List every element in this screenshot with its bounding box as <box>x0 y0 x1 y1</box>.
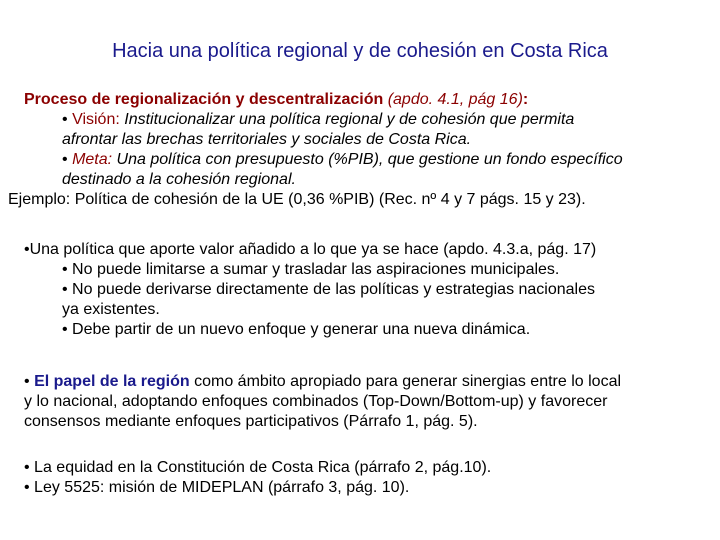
heading-colon: : <box>522 91 529 108</box>
list-item: • Ley 5525: misión de MIDEPLAN (párrafo 3, pág. 10). <box>24 479 410 496</box>
bullet: • <box>62 111 68 128</box>
highlight-text: El papel de la región <box>34 373 190 390</box>
meta-text-continued: destinado a la cohesión regional. <box>62 171 296 188</box>
bullet: • <box>62 151 68 168</box>
heading-text: Proceso de regionalización y descentralización <box>24 91 384 108</box>
bullet: • <box>24 373 30 390</box>
list-item: • No puede limitarse a sumar y trasladar las aspiraciones municipales. <box>62 261 560 278</box>
section-valor-anadido <box>24 240 714 340</box>
section-intro: •Una política que aporte valor añadido a lo que ya se hace (apdo. 4.3.a, pág. 17) <box>24 241 597 258</box>
vision-item <box>24 110 714 130</box>
vision-text: Institucionalizar una política regional y de cohesión que permita <box>124 111 575 128</box>
paragraph-text: como ámbito apropiado para generar sinergias entre lo local <box>194 373 622 390</box>
meta-item <box>24 150 714 170</box>
meta-text: Una política con presupuesto (%PIB), que gestione un fondo específico <box>116 151 623 168</box>
vision-label: Visión: <box>72 111 120 128</box>
vision-text-continued: afrontar las brechas territoriales y sociales de Costa Rica. <box>62 131 472 148</box>
list-item: • Debe partir de un nuevo enfoque y generar una nueva dinámica. <box>62 321 531 338</box>
heading-reference: (apdo. 4.1, pág 16) <box>387 91 523 108</box>
paragraph-line: y lo nacional, adoptando enfoques combinados (Top-Down/Bottom-up) y favorecer <box>24 393 608 410</box>
list-item-continued: ya existentes. <box>62 301 160 318</box>
list-item: • No puede derivarse directamente de las políticas y estrategias nacionales <box>62 281 596 298</box>
paragraph-line: consensos mediante enfoques participativos (Párrafo 1, pág. 5). <box>24 413 478 430</box>
paragraph-line <box>24 372 714 392</box>
meta-label: Meta: <box>72 151 113 168</box>
list-item: • La equidad en la Constitución de Costa Rica (párrafo 2, pág.10). <box>24 459 492 476</box>
example-line: Ejemplo: Política de cohesión de la UE (0,36 %PIB) (Rec. nº 4 y 7 págs. 15 y 23). <box>8 191 586 208</box>
page-title: Hacia una política regional y de cohesión en Costa Rica <box>112 40 608 62</box>
section-regionalizacion <box>8 90 714 210</box>
section-papel-region <box>24 372 714 432</box>
section-heading <box>24 90 714 110</box>
section-referencias <box>24 458 714 498</box>
